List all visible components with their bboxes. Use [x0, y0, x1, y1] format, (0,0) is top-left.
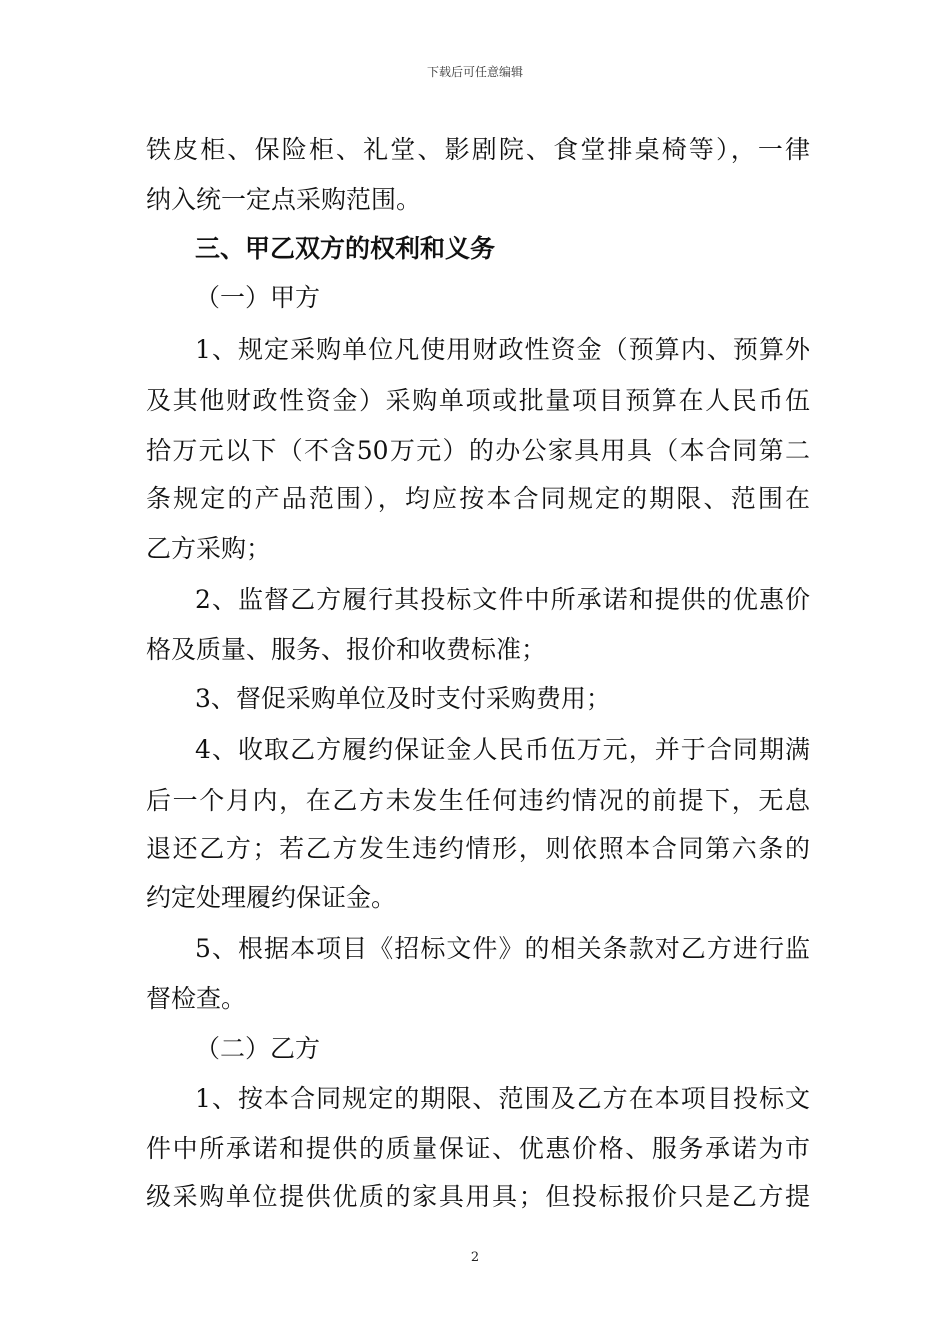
body-line: 格及质量、服务、报价和收费标准； — [146, 635, 547, 664]
body-line: 及其他财政性资金）采购单项或批量项目预算在人民币伍 — [146, 386, 810, 415]
body-line: 条规定的产品范围），均应按本合同规定的期限、范围在 — [146, 484, 810, 513]
body-line: 1、规定采购单位凡使用财政性资金（预算内、预算外 — [195, 335, 810, 364]
body-line: 乙方采购； — [146, 534, 272, 563]
body-line: 2、监督乙方履行其投标文件中所承诺和提供的优惠价 — [195, 585, 810, 614]
body-line: 退还乙方；若乙方发生违约情形，则依照本合同第六条的 — [146, 834, 810, 863]
body-line: 拾万元以下（不含50万元）的办公家具用具（本合同第二 — [146, 436, 810, 465]
section-heading: 三、甲乙双方的权利和义务 — [195, 234, 496, 263]
body-line: 约定处理履约保证金。 — [146, 883, 397, 912]
body-line: 铁皮柜、保险柜、礼堂、影剧院、食堂排桌椅等），一律 — [146, 135, 810, 164]
body-line: 纳入统一定点采购范围。 — [146, 185, 422, 214]
body-line: 1、按本合同规定的期限、范围及乙方在本项目投标文 — [195, 1084, 810, 1113]
body-line: 3、督促采购单位及时支付采购费用； — [195, 684, 611, 713]
subsection-heading-party-a: （一）甲方 — [195, 283, 321, 312]
subsection-heading-party-b: （二）乙方 — [195, 1034, 321, 1063]
page-header: 下载后可任意编辑 — [426, 65, 523, 79]
body-line: 件中所承诺和提供的质量保证、优惠价格、服务承诺为市 — [146, 1134, 810, 1163]
body-line: 级采购单位提供优质的家具用具；但投标报价只是乙方提 — [146, 1182, 810, 1211]
page-number: 2 — [470, 1250, 480, 1265]
body-line: 5、根据本项目《招标文件》的相关条款对乙方进行监 — [195, 934, 810, 963]
body-line: 督检查。 — [146, 984, 247, 1013]
body-line: 4、收取乙方履约保证金人民币伍万元，并于合同期满 — [195, 735, 810, 764]
body-line: 后一个月内，在乙方未发生任何违约情况的前提下，无息 — [146, 786, 810, 815]
